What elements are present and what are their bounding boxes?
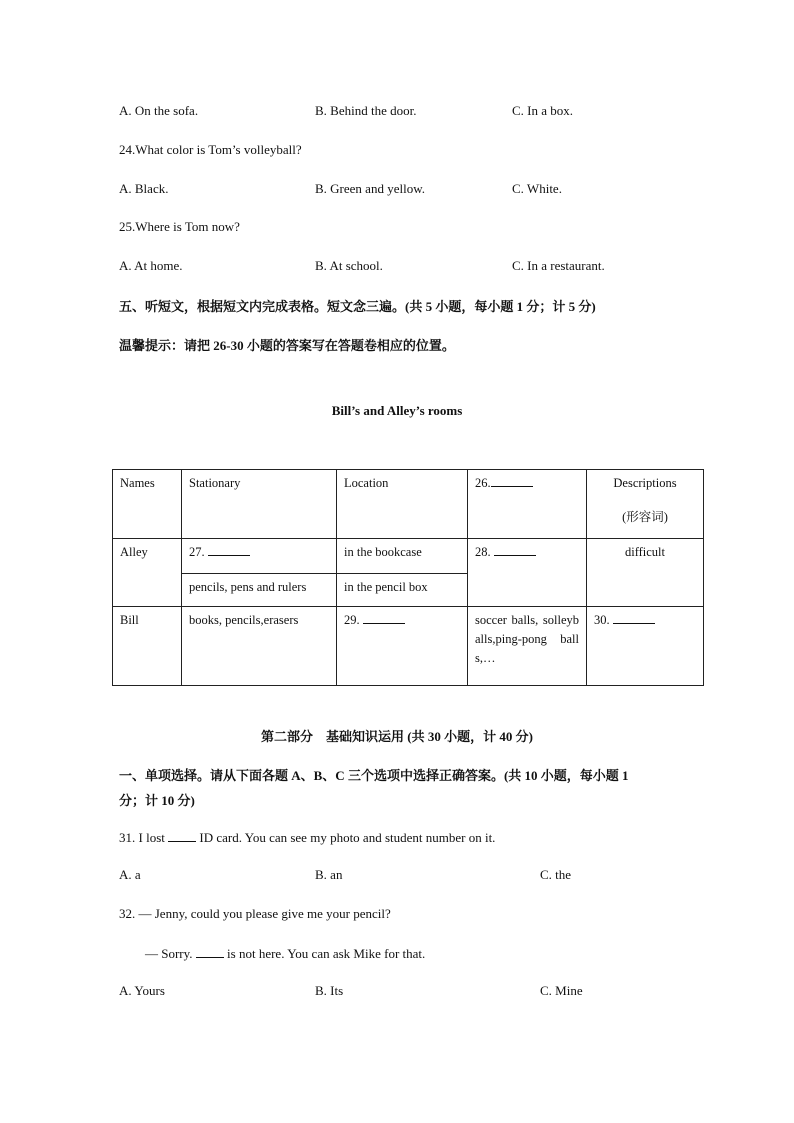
q31-blank — [168, 829, 196, 842]
q25-option-b: B. At school. — [315, 258, 383, 273]
q27-blank — [208, 543, 250, 556]
q29-number: 29. — [344, 613, 360, 627]
q31-option-b: B. an — [315, 867, 343, 882]
q31-before: 31. I lost — [119, 830, 169, 845]
q24-option-b: B. Green and yellow. — [315, 181, 425, 196]
header-names: Names — [113, 470, 182, 539]
q25-option-c: C. In a restaurant. — [512, 258, 605, 273]
section5-heading: 五、听短文，根据短文内完成表格。短文念三遍。(共 5 小题，每小题 1 分；计 5 分) — [119, 299, 596, 314]
q32-option-c: C. Mine — [540, 983, 583, 998]
part2-heading: 第二部分 基础知识运用 (共 30 小题，计 40 分) — [261, 729, 533, 744]
q28-number: 28. — [475, 545, 491, 559]
table-title: Bill’s and Alley’s rooms — [331, 403, 463, 418]
q26-number: 26. — [475, 476, 491, 490]
bill-q30 — [587, 607, 704, 686]
bill-q29 — [337, 607, 468, 686]
q30-blank — [613, 611, 655, 624]
alley-q28 — [468, 539, 587, 607]
q32-option-b: B. Its — [315, 983, 344, 998]
section5-tip: 温馨提示：请把 26-30 小题的答案写在答题卷相应的位置。 — [119, 338, 455, 353]
q31-option-a: A. a — [119, 867, 141, 882]
q28-blank — [494, 543, 536, 556]
q31-option-c: C. the — [540, 867, 572, 882]
alley-name: Alley — [113, 539, 182, 607]
q24-question: 24.What color is Tom’s volleyball? — [119, 142, 302, 157]
q26-blank — [491, 474, 533, 487]
fill-in-table — [112, 469, 704, 686]
table-row-alley — [113, 539, 704, 574]
q25-question: 25.Where is Tom now? — [119, 219, 240, 234]
header-location: Location — [337, 470, 468, 539]
bill-name: Bill — [113, 607, 182, 686]
q30-number: 30. — [594, 613, 610, 627]
q32-line2-before: — Sorry. — [145, 946, 196, 961]
q25-option-a: A. At home. — [119, 258, 183, 273]
alley-location-2: in the pencil box — [337, 574, 468, 607]
bill-things: soccer balls, solleyballs,ping-pong balls,… — [468, 607, 587, 686]
q32-line1: 32. — Jenny, could you please give me your pencil? — [119, 906, 391, 921]
alley-q27 — [182, 539, 337, 574]
q24-option-a: A. Black. — [119, 181, 169, 196]
q24-option-c: C. White. — [512, 181, 562, 196]
q23-option-b: B. Behind the door. — [315, 103, 417, 118]
q32-line2 — [145, 945, 425, 962]
q27-number: 27. — [189, 545, 205, 559]
section1-heading-line1: 一、单项选择。请从下面各题 A、B、C 三个选项中选择正确答案。(共 10 小题，每小题 1 — [119, 768, 629, 783]
header-stationary: Stationary — [182, 470, 337, 539]
q23-option-a: A. On the sofa. — [119, 103, 199, 118]
descriptions-note: (形容词) — [622, 510, 668, 524]
descriptions-label: Descriptions — [613, 476, 677, 490]
q31-after: ID card. You can see my photo and student number on it. — [196, 830, 496, 845]
header-descriptions — [587, 470, 704, 539]
alley-description: difficult — [587, 539, 704, 607]
q29-blank — [363, 611, 405, 624]
table-header-row — [113, 470, 704, 539]
section1-heading-line2: 分；计 10 分) — [119, 793, 195, 808]
q23-option-c: C. In a box. — [512, 103, 574, 118]
alley-item-2: pencils, pens and rulers — [182, 574, 337, 607]
table-row-bill — [113, 607, 704, 686]
q32-line2-after: is not here. You can ask Mike for that. — [223, 946, 426, 961]
q31-question — [119, 829, 495, 846]
bill-items: books, pencils,erasers — [182, 607, 337, 686]
alley-location-1: in the bookcase — [337, 539, 468, 574]
q32-option-a: A. Yours — [119, 983, 165, 998]
q32-blank — [196, 945, 224, 958]
header-q26 — [468, 470, 587, 539]
